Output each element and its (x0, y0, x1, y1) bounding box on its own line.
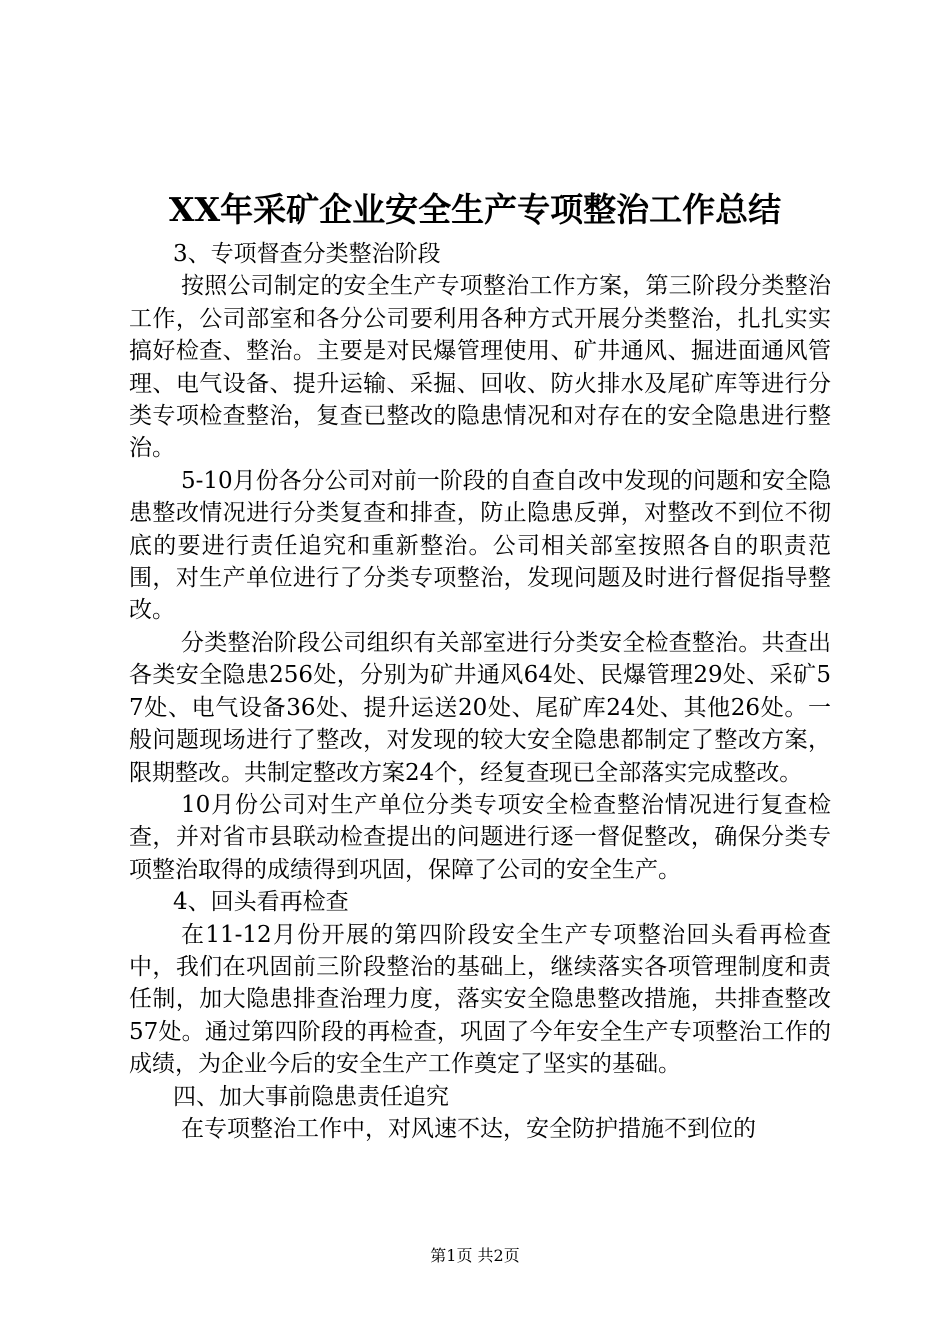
section-heading-4: 4、回头看再检查 (173, 889, 349, 916)
page-footer (0, 1245, 950, 1267)
paragraph: 在11-12月份开展的第四阶段安全生产专项整治回头看再检查中，我们在巩固前三阶段整治的基础上，继续落实各项管理制度和责任制，加大隐患排查治理力度，落实安全隐患整改措施，共排查整改57处。通过第四阶段的再检查，巩固了今年安全生产专项整治工作的成绩，为企业今后的安全生产工作奠定了坚实的基础。 (129, 921, 831, 1078)
document-title: XX年采矿企业安全生产专项整治工作总结 (168, 190, 782, 229)
paragraph: 在专项整治工作中，对风速不达，安全防护措施不到位的 (181, 1115, 756, 1142)
paragraph: 分类整治阶段公司组织有关部室进行分类安全检查整治。共查出各类安全隐患256处，分别为矿井通风64处、民爆管理29处、采矿57处、电气设备36处、提升运送20处、尾矿库24处、其他26处。一般问题现场进行了整改，对发现的较大安全隐患都制定了整改方案，限期整改。共制定整改方案24个，经复查现已全部落实完成整改。 (129, 629, 831, 786)
section-heading-four: 四、加大事前隐患责任追究 (173, 1083, 449, 1110)
page-number: 第1页 (430, 1246, 473, 1265)
section-heading-3: 3、专项督查分类整治阶段 (173, 241, 441, 267)
paragraph: 10月份公司对生产单位分类专项安全检查整治情况进行复查检查，并对省市县联动检查提出的问题进行逐一督促整改，确保分类专项整治取得的成绩得到巩固，保障了公司的安全生产。 (129, 791, 831, 883)
paragraph: 按照公司制定的安全生产专项整治工作方案，第三阶段分类整治工作，公司部室和各分公司要利用各种方式开展分类整治，扎扎实实搞好检查、整治。主要是对民爆管理使用、矿井通风、掘进面通风管理、电气设备、提升运输、采掘、回收、防火排水及尾矿库等进行分类专项检查整治，复查已整改的隐患情况和对存在的安全隐患进行整治。 (129, 273, 831, 462)
page-total: 共2页 (477, 1246, 520, 1265)
paragraph: 5-10月份各分公司对前一阶段的自查自改中发现的问题和安全隐患整改情况进行分类复查和排查，防止隐患反弹，对整改不到位不彻底的要进行责任追究和重新整治。公司相关部室按照各自的职责范围，对生产单位进行了分类专项整治，发现问题及时进行督促指导整改。 (129, 467, 831, 624)
document-body (129, 238, 831, 1145)
